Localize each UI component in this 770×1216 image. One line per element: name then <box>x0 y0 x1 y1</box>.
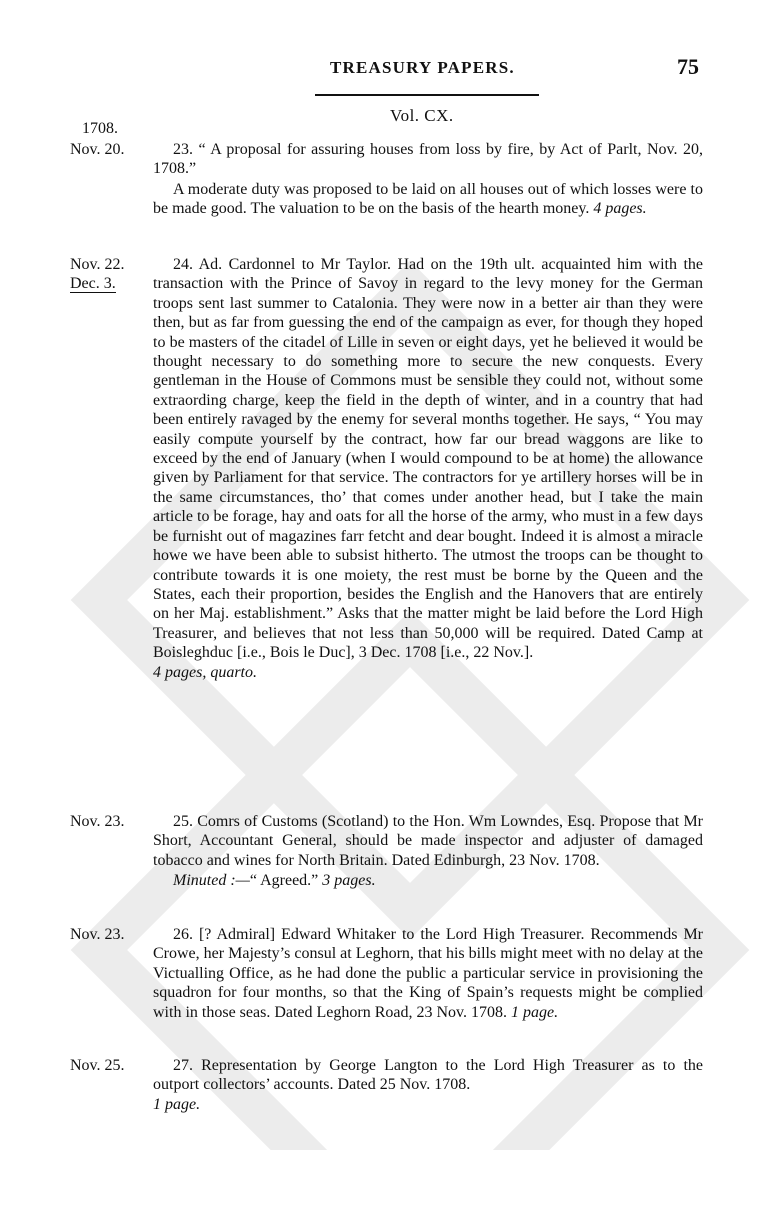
entry-paragraph <box>153 180 703 219</box>
entry-pages-note: 3 pages. <box>322 872 376 890</box>
entry-paragraph <box>153 1056 703 1114</box>
year-label: 1708. <box>82 120 118 137</box>
entry-minute <box>153 871 703 890</box>
entry-date: Nov. 25. <box>70 1057 125 1074</box>
header-rule <box>315 94 539 96</box>
calendar-entry <box>153 925 703 1022</box>
entry-paragraph-text: 24. Ad. Cardonnel to Mr Taylor. Had on the 19th ult. acquainted him with the transaction with the Prince of Savoy in regard to the levy money for the German troops sent last summer to Catalonia. They were now in a better air than they were then, but as far from guessing the end of the campaign as ever, for though they hoped to be masters of the citadel of Lille in seven or eight days, yet he believed it would be thought necessary to do something more to secure the new conquests. Every gentleman in the House of Commons must be sensible they could not, without some extraording charge, keep the field in the depth of winter, and in a country that had been entirely ravaged by the enemy for several months together. He says, “ You may easily compute yourself by the contract, how far our bread waggons are like to exceed by the end of January (when I would compound to be at home) the allowance given by Parliament for that service. The contractors for ye artillery horses will be in the same circumstances, tho’ that comes under another head, but I take the main article to be forage, hay and oats for all the horse of the army, who must in a few days be furnisht out of magazines farr fetcht and dear bought. Indeed it is almost a miracle howe we have been able to subsist hitherto. The utmost the troops can be thought to contribute towards it is one moiety, the rest must be borne by the Queen and the States, each their proportion, besides the English and the Hanovers that are entirely on her Maj. establishment.” Asks that the matter might be laid before the Lord High Treasurer, and believes that not less than 50,000 will be required. Dated Camp at Boisleghduc [i.e., Bois le Duc], 3 Dec. 1708 [i.e., 22 Nov.]. <box>153 256 703 662</box>
entry-date: Nov. 20. <box>70 141 125 158</box>
calendar-entry <box>153 255 703 682</box>
entry-paragraph: 23. “ A proposal for assuring houses from loss by fire, by Act of Parlt, Nov. 20, 1708.” <box>153 141 703 178</box>
entry-pages-note: 4 pages, quarto. <box>153 663 257 681</box>
running-title: TREASURY PAPERS. <box>330 58 515 77</box>
entry-paragraph: 25. Comrs of Customs (Scotland) to the Hon. Wm Lowndes, Esq. Propose that Mr Short, Accountant General, should be made inspector and adjuster of damaged tobacco and wines for North Britain. Dated Edinburgh, 23 Nov. 1708. <box>153 813 703 869</box>
calendar-entry <box>153 140 703 219</box>
page-number: 75 <box>677 54 699 79</box>
entry-pages-note: 1 page. <box>153 1095 201 1113</box>
volume-heading: Vol. CX. <box>390 106 454 125</box>
entry-paragraph-text: 26. [? Admiral] Edward Whitaker to the Lord High Treasurer. Recommends Mr Crowe, her Majesty’s consul at Leghorn, that his bills might meet with no delay at the Victualling Office, as he had done the public a particular service in provisioning the squadron for four months, so that the King of Spain’s requests might be complied with in those seas. Dated Leghorn Road, 23 Nov. 1708. <box>153 926 703 1021</box>
entry-date-secondary: Dec. 3. <box>70 275 116 292</box>
calendar-entry <box>153 1056 703 1114</box>
entry-paragraph <box>153 255 703 682</box>
entry-date: Nov. 23. <box>70 813 125 830</box>
entry-pages-note: 4 pages. <box>593 200 647 218</box>
entry-paragraph <box>153 925 703 1022</box>
entry-date: Nov. 22. <box>70 256 125 273</box>
minute-text: “ Agreed.” <box>249 872 319 890</box>
entry-pages-note: 1 page. <box>511 1003 559 1021</box>
page-header <box>0 52 770 82</box>
minute-label: Minuted :— <box>173 872 250 890</box>
entry-paragraph-text: 27. Representation by George Langton to the Lord High Treasurer as to the outport collectors’ accounts. Dated 25 Nov. 1708. <box>153 1057 703 1094</box>
entry-date: Nov. 23. <box>70 926 125 943</box>
calendar-entry <box>153 812 703 891</box>
entry-paragraph-text: A moderate duty was proposed to be laid on all houses out of which losses were to be made good. The valuation to be on the basis of the hearth money. <box>153 180 703 218</box>
